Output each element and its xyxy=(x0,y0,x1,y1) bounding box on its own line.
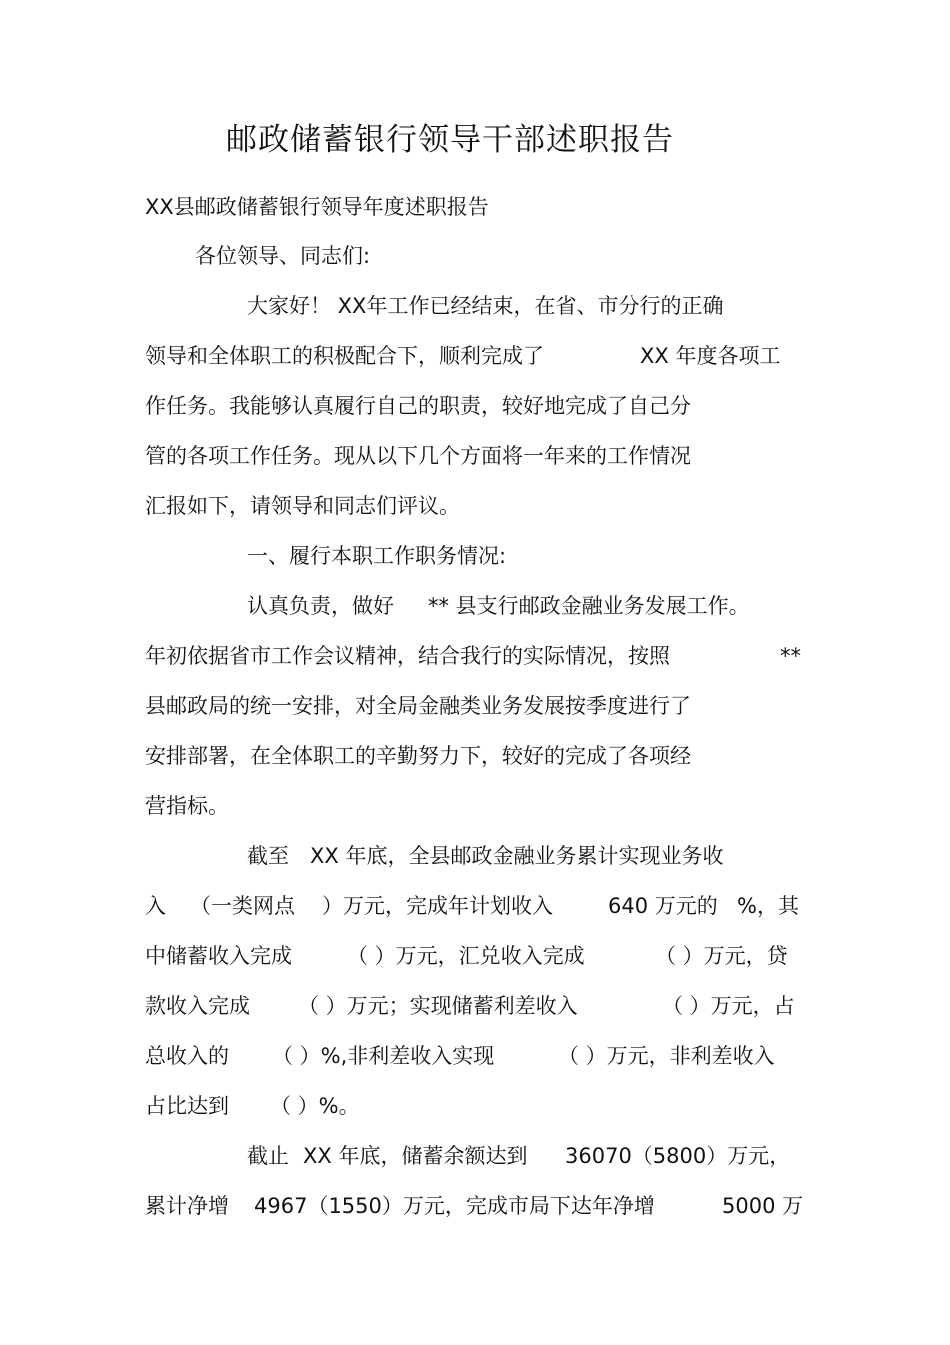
paragraph-line: 县邮政局的统一安排，对全局金融类业务发展按季度进行了 xyxy=(145,694,691,718)
paragraph-line: 截止 xyxy=(247,1144,289,1168)
salutation: 各位领导、同志们: xyxy=(195,244,371,268)
paragraph-line: ）万元，完成年计划收入 xyxy=(322,894,553,918)
section-heading: 一、履行本职工作职务情况: xyxy=(247,544,507,568)
paragraph-line: （ ）万元，贷 xyxy=(655,944,788,968)
paragraph-line: 占比达到 xyxy=(145,1094,229,1118)
paragraph-line: 4967（1550）万元，完成市局下达年净增 xyxy=(254,1194,655,1218)
paragraph-line: 累计净增 xyxy=(145,1194,229,1218)
paragraph-line: 认真负责，做好 xyxy=(247,594,394,618)
paragraph-line: XX 年度各项工 xyxy=(640,344,781,368)
paragraph-line: 中储蓄收入完成 xyxy=(145,944,292,968)
paragraph-line: 安排部署，在全体职工的辛勤努力下，较好的完成了各项经 xyxy=(145,744,691,768)
paragraph-line: （ ）万元，非利差收入 xyxy=(558,1044,775,1068)
paragraph-line: 大家好！ XX年工作已经结束，在省、市分行的正确 xyxy=(247,294,724,318)
paragraph-line: （ ）万元，汇兑收入完成 xyxy=(347,944,585,968)
document-subtitle: XX县邮政储蓄银行领导年度述职报告 xyxy=(145,195,489,219)
paragraph-line: XX 年底，全县邮政金融业务累计实现业务收 xyxy=(310,844,724,868)
paragraph-line: （ ）%,非利差收入实现 xyxy=(272,1044,495,1068)
paragraph-line: 入 xyxy=(145,894,166,918)
paragraph-line: 640 万元的 xyxy=(608,894,718,918)
paragraph-line: 款收入完成 xyxy=(145,994,250,1018)
paragraph-line: 领导和全体职工的积极配合下，顺利完成了 xyxy=(145,344,544,368)
paragraph-line: 管的各项工作任务。现从以下几个方面将一年来的工作情况 xyxy=(145,444,691,468)
paragraph-line: 截至 xyxy=(247,844,289,868)
paragraph-line: （ ）万元；实现储蓄利差收入 xyxy=(298,994,578,1018)
paragraph-line: 总收入的 xyxy=(145,1044,229,1068)
paragraph-line: （ ）万元，占 xyxy=(662,994,795,1018)
paragraph-line: 作任务。我能够认真履行自己的职责，较好地完成了自己分 xyxy=(145,394,691,418)
paragraph-line: 36070（5800）万元， xyxy=(565,1144,791,1168)
paragraph-line: 营指标。 xyxy=(145,794,229,818)
paragraph-line: 汇报如下，请领导和同志们评议。 xyxy=(145,494,460,518)
paragraph-line: XX 年底，储蓄余额达到 xyxy=(303,1144,528,1168)
paragraph-line: （一类网点 xyxy=(190,894,295,918)
paragraph-line: %，其 xyxy=(737,894,799,918)
paragraph-line: 5000 万 xyxy=(722,1194,804,1218)
paragraph-line: ** 县支行邮政金融业务发展工作。 xyxy=(428,594,750,618)
paragraph-line: ** xyxy=(780,644,801,668)
paragraph-line: 年初依据省市工作会议精神，结合我行的实际情况，按照 xyxy=(145,644,670,668)
paragraph-line: （ ）%。 xyxy=(270,1094,360,1118)
document-title: 邮政储蓄银行领导干部述职报告 xyxy=(226,122,674,158)
